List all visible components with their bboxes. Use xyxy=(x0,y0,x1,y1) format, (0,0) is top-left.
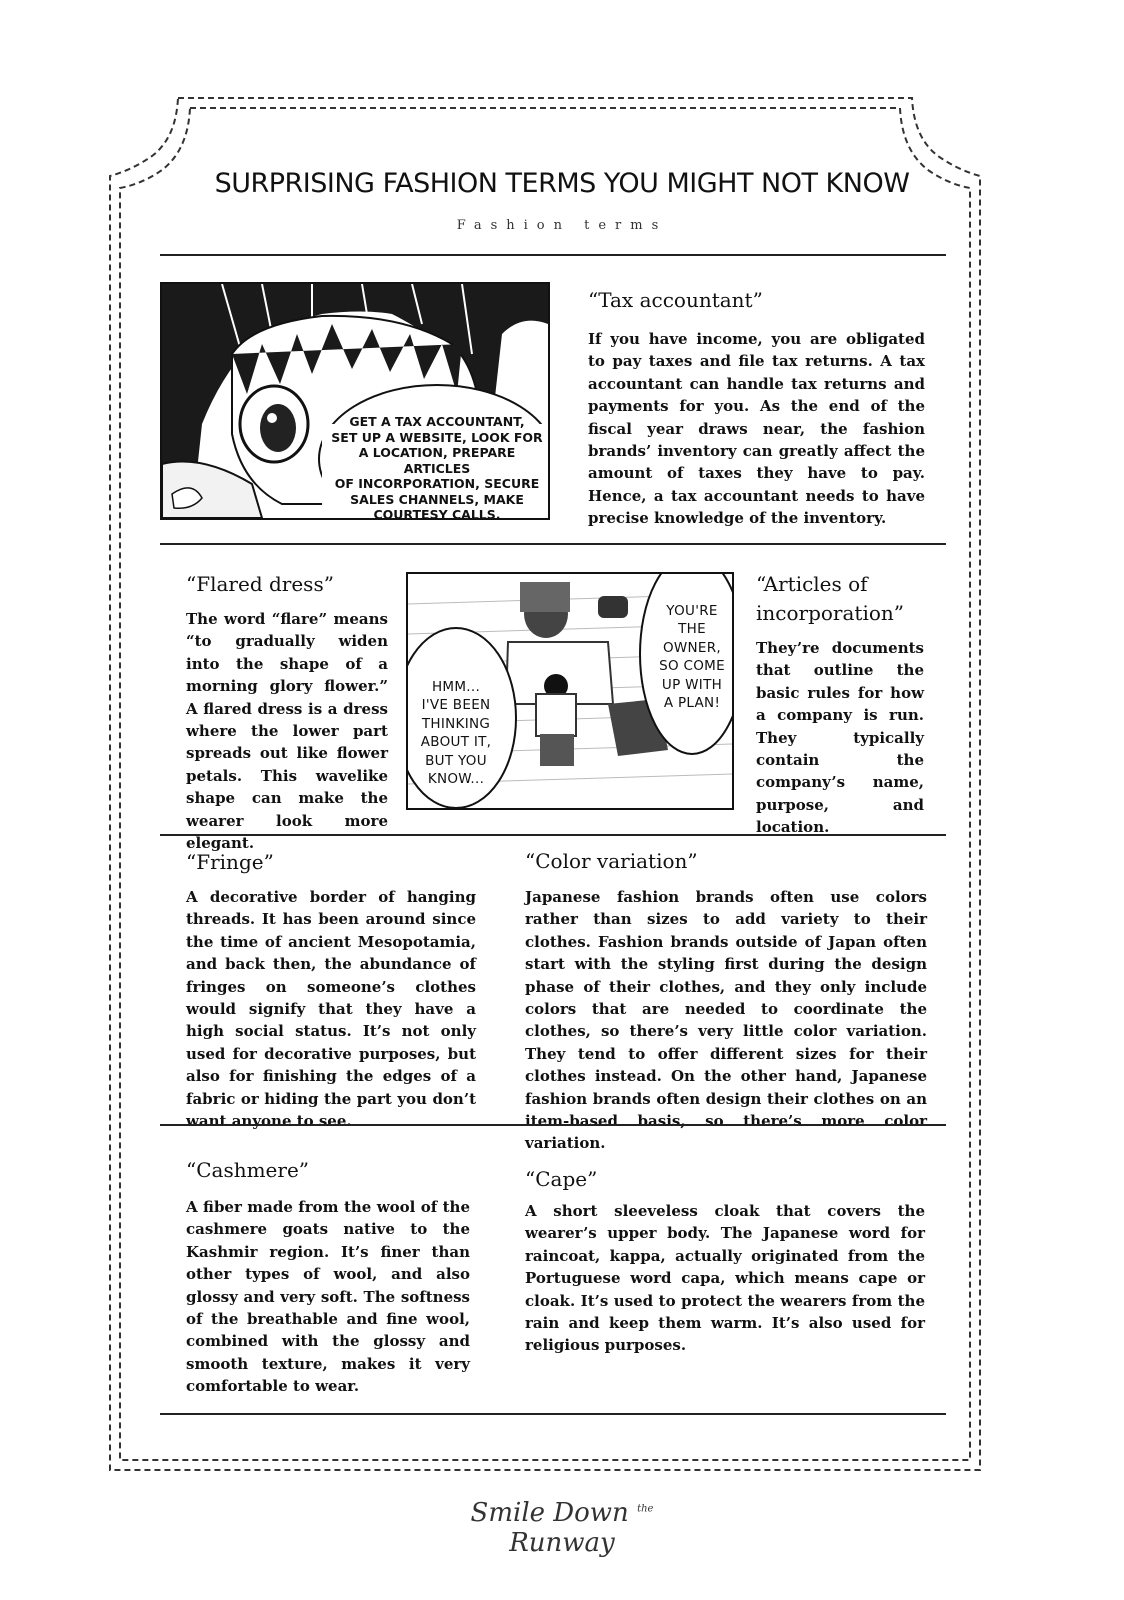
term-title-cashmere: “Cashmere” xyxy=(186,1158,310,1182)
speech-line: SET UP A WEBSITE, LOOK FOR xyxy=(331,429,543,445)
term-body-fringe: A decorative border of hanging threads. It has been around since the time of ancient Mesopotamia, and back then, the abundance of fringes on someone’s clothes would signify that they have a high social status. It’s not only used for decorative purposes, but also for finishing the edges of a fabric or hiding the part you don’t want anyone to see. xyxy=(186,888,476,1131)
term-title-fringe: “Fringe” xyxy=(186,850,274,874)
term-title-line: “Articles of xyxy=(756,572,868,596)
speech-line: COURTESY CALLS. xyxy=(373,507,501,520)
logo-text-small: the xyxy=(637,1503,654,1515)
speech-bubble-tax xyxy=(330,414,544,520)
term-title-flared-dress: “Flared dress” xyxy=(186,572,334,596)
speech-bubble-right xyxy=(648,602,734,712)
section-divider xyxy=(160,254,946,256)
term-body-articles-of-incorporation: They’re documents that outline the basic rules for how a company is run. They typically contain the company’s name, purpose, and location. xyxy=(756,639,924,837)
speech-line: OWNER, xyxy=(662,639,722,656)
page-title: SURPRISING FASHION TERMS YOU MIGHT NOT KNOW xyxy=(214,168,910,199)
term-title-line: incorporation” xyxy=(756,601,904,625)
manga-panel-tax-accountant xyxy=(160,282,550,520)
speech-line: ABOUT IT, xyxy=(420,734,492,751)
speech-line: SO COME xyxy=(659,658,725,675)
logo-text: Smile Down xyxy=(470,1498,629,1528)
term-title-tax-accountant: “Tax accountant” xyxy=(588,288,763,312)
term-title-color-variation: “Color variation” xyxy=(525,849,698,873)
term-body-cape: A short sleeveless cloak that covers the wearer’s upper body. The Japanese word for raincoat, kappa, actually originated from the Portuguese word capa, which means cape or cloak. It’s used to protect the wearers from the rain and keep them warm. It’s also used for religious purposes. xyxy=(525,1202,925,1355)
logo-text: Runway xyxy=(509,1528,615,1558)
speech-line: THE xyxy=(678,621,706,638)
speech-line: SALES CHANNELS, MAKE xyxy=(350,491,524,507)
term-body-flared-dress: The word “flare” means “to gradually widen into the shape of a morning glory flower.” A flared dress is a dress where the lower part spreads out like flower petals. This wavelike shape can make the wearer look more elegant. xyxy=(186,610,388,853)
manga-panel-room-overhead xyxy=(406,572,734,810)
term-title-cape: “Cape” xyxy=(525,1167,598,1191)
section-divider xyxy=(160,1413,946,1415)
speech-line: A LOCATION, PREPARE ARTICLES xyxy=(358,445,516,476)
section-divider xyxy=(160,1124,946,1126)
page-subtitle: Fashion terms xyxy=(456,218,668,233)
series-logo xyxy=(420,1498,704,1558)
speech-line: THINKING xyxy=(421,715,491,732)
section-divider xyxy=(160,834,946,836)
speech-line: KNOW... xyxy=(427,771,485,788)
term-body-tax-accountant: If you have income, you are obligated to pay taxes and file tax returns. A tax accountant can handle tax returns and payments for you. As the end of the fiscal year draws near, the fashion brands’ inventory can greatly affect the amount of taxes they have to pay. Hence, a tax accountant needs to have precise knowledge of the inventory. xyxy=(588,330,925,528)
speech-line: OF INCORPORATION, SECURE xyxy=(334,476,540,491)
speech-line: HMM... xyxy=(431,679,481,695)
term-body-cashmere: A fiber made from the wool of the cashmere goats native to the Kashmir region. It’s finer than other types of wool, and also glossy and very soft. The softness of the breathable and fine wool, combined with the glossy and smooth texture, makes it very comfortable to wear. xyxy=(186,1198,470,1396)
speech-line: UP WITH xyxy=(661,676,723,693)
term-body-color-variation: Japanese fashion brands often use colors rather than sizes to add variety to their clothes. Fashion brands outside of Japan often start with the styling first during the design phase of their clothes, and they only include colors that are needed to coordinate the clothes, so there’s very little color variation. They tend to offer different sizes for their clothes instead. On the other hand, Japanese fashion brands often design their clothes on an item-based basis, so there’s more color variation. xyxy=(525,888,927,1153)
speech-line: GET A TAX ACCOUNTANT, xyxy=(349,414,525,429)
speech-line: I'VE BEEN xyxy=(421,697,491,714)
speech-line: A PLAN! xyxy=(663,695,721,712)
speech-bubble-left xyxy=(406,678,508,788)
speech-line: YOU'RE xyxy=(666,603,718,619)
section-divider xyxy=(160,543,946,545)
speech-line: BUT YOU xyxy=(425,752,487,769)
term-title-articles-of-incorporation xyxy=(756,570,904,628)
